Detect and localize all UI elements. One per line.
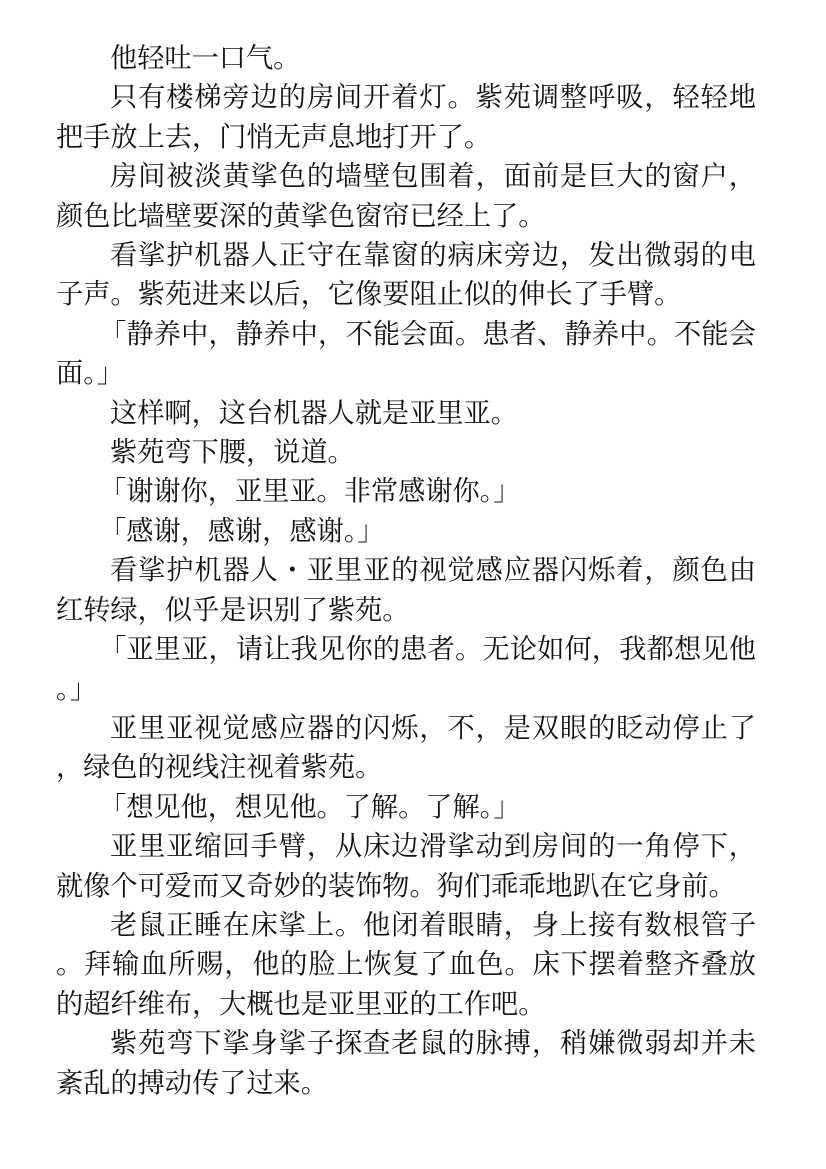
dialogue-paragraph-11: 「亚里亚，请让我见你的患者。无论如何，我都想见他。」	[56, 634, 756, 705]
paragraph-7: 紫苑弯下腰，说道。	[110, 437, 355, 469]
dialogue-paragraph-5: 「静养中，静养中，不能会面。患者、静养中。不能会面。」	[56, 318, 756, 390]
paragraph-4: 看挲护机器人正守在靠窗的病床旁边，发出微弱的电子声。紫苑进来以后，它像要阻止似的伸长了手臂。	[56, 240, 756, 311]
paragraph-12: 亚里亚视觉感应器的闪烁，不，是双眼的眨动停止了，绿色的视线注视着紫苑。	[56, 712, 756, 784]
dialogue-paragraph-9: 「感谢，感谢，感谢。」	[99, 515, 385, 547]
paragraph-16: 紫苑弯下挲身挲子探查老鼠的脉搏，稍嫌微弱却并未紊乱的搏动传了过来。	[56, 1028, 756, 1099]
paragraph-15: 老鼠正睡在床挲上。他闭着眼睛，身上接有数根管子。拜输血所赐，他的脸上恢复了血色。床下摆着整齐叠放的超纤维布，大概也是亚里亚的工作吧。	[56, 909, 756, 1020]
document-page	[56, 39, 756, 1103]
paragraph-1: 他轻吐一口气。	[110, 43, 301, 74]
dialogue-paragraph-13: 「想见他，想见他。了解。了解。」	[99, 791, 521, 823]
dialogue-paragraph-8: 「谢谢你，亚里亚。非常感谢你。」	[99, 476, 521, 508]
paragraph-2: 只有楼梯旁边的房间开着灯。紫苑调整呼吸，轻轻地把手放上去，门悄无声息地打开了。	[56, 82, 756, 153]
paragraph-14: 亚里亚缩回手臂，从床边滑挲动到房间的一角停下，就像个可爱而又奇妙的装饰物。狗们乖乖地趴在它身前。	[56, 831, 756, 902]
paragraph-6: 这样啊，这台机器人就是亚里亚。	[110, 397, 518, 429]
paragraph-3: 房间被淡黄挲色的墙壁包围着，面前是巨大的窗户，颜色比墙壁要深的黄挲色窗帘已经上了。	[56, 161, 756, 232]
paragraph-10: 看挲护机器人・亚里亚的视觉感应器闪烁着，颜色由红转绿，似乎是识别了紫苑。	[56, 555, 756, 626]
